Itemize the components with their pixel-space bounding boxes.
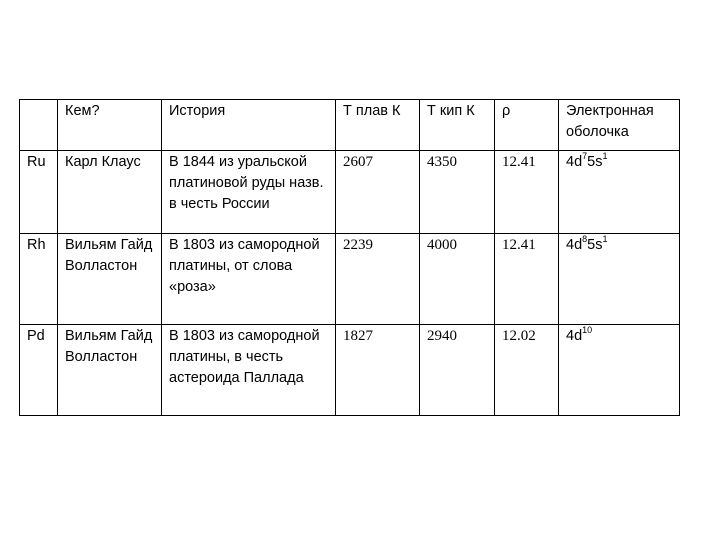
cell-history: В 1803 из самородной платины, от слова «роза»	[162, 234, 336, 325]
shell-superscript: 10	[582, 325, 593, 335]
table-row-pd	[20, 325, 680, 416]
header-boiling-point: Т кип К	[420, 100, 495, 151]
cell-density: 12.41	[495, 234, 559, 325]
cell-element: Rh	[20, 234, 58, 325]
header-history: История	[162, 100, 336, 151]
cell-melting-point: 2607	[336, 151, 420, 234]
shell-mid: 5s	[587, 154, 603, 170]
cell-melting-point: 2239	[336, 234, 420, 325]
cell-density: 12.41	[495, 151, 559, 234]
cell-density: 12.02	[495, 325, 559, 416]
cell-boiling-point: 2940	[420, 325, 495, 416]
header-melting-point: Т плав К	[336, 100, 420, 151]
cell-who: Вильям Гайд Волластон	[58, 325, 162, 416]
shell-superscript: 8	[582, 234, 588, 244]
header-density: ρ	[495, 100, 559, 151]
shell-superscript: 7	[582, 151, 588, 161]
header-row	[20, 100, 680, 151]
cell-who: Вильям Гайд Волластон	[58, 234, 162, 325]
cell-electron-shell	[559, 325, 680, 416]
cell-boiling-point: 4350	[420, 151, 495, 234]
cell-who: Карл Клаус	[58, 151, 162, 234]
shell-superscript: 1	[602, 151, 608, 161]
shell-base: 4d	[566, 154, 583, 170]
cell-boiling-point: 4000	[420, 234, 495, 325]
table-row-ru	[20, 151, 680, 234]
header-element	[20, 100, 58, 151]
cell-element: Ru	[20, 151, 58, 234]
cell-history: В 1844 из уральской платиновой руды назв. в честь России	[162, 151, 336, 234]
header-electron-shell: Электронная оболочка	[559, 100, 680, 151]
shell-base: 4d	[566, 328, 583, 344]
cell-electron-shell	[559, 234, 680, 325]
shell-base: 4d	[566, 237, 583, 253]
elements-table	[19, 99, 680, 416]
cell-electron-shell	[559, 151, 680, 234]
shell-mid: 5s	[587, 237, 603, 253]
cell-melting-point: 1827	[336, 325, 420, 416]
cell-history: В 1803 из самородной платины, в честь астероида Паллада	[162, 325, 336, 416]
header-who: Кем?	[58, 100, 162, 151]
shell-superscript: 1	[602, 234, 608, 244]
cell-element: Pd	[20, 325, 58, 416]
table-row-rh	[20, 234, 680, 325]
